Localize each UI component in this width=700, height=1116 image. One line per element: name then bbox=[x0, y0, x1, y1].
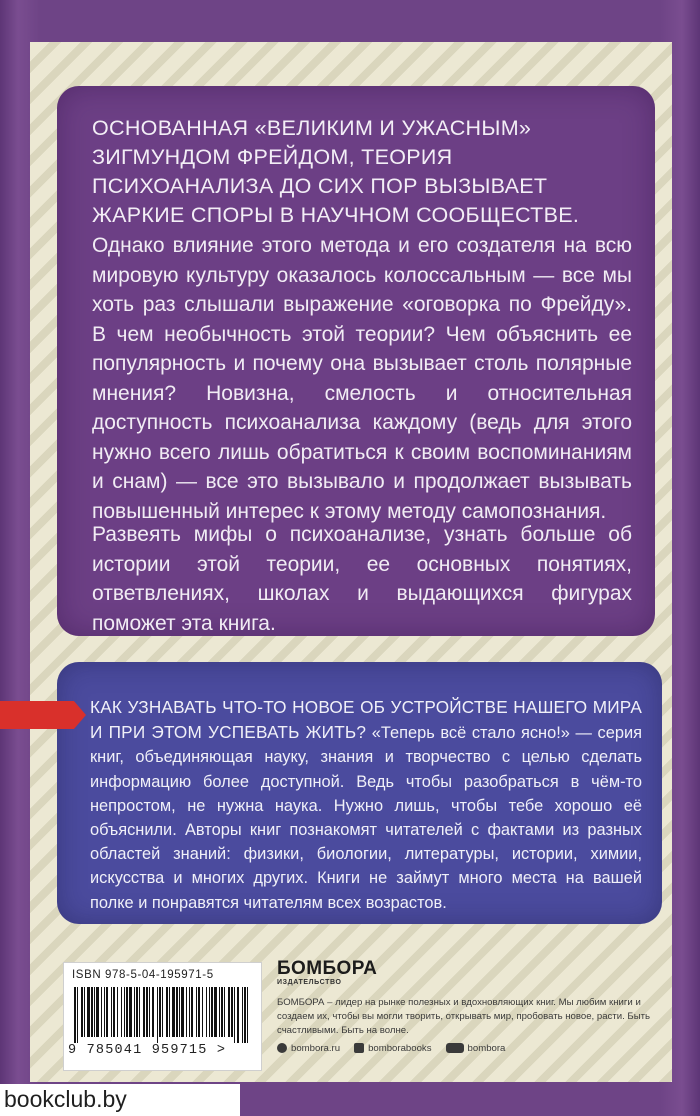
series-text bbox=[90, 695, 642, 915]
barcode-box bbox=[63, 962, 262, 1071]
lead-text: ОСНОВАННАЯ «ВЕЛИКИМ И УЖАСНЫМ» ЗИГМУНДОМ ФРЕЙДОМ, ТЕОРИЯ ПСИХОАНАЛИЗА ДО СИХ ПОР ВЫЗЫВАЕТ ЖАРКИЕ СПОРЫ В НАУЧНОМ СООБЩЕСТВЕ. bbox=[92, 116, 580, 227]
social-link-site[interactable]: bombora.ru bbox=[277, 1043, 340, 1054]
description-paragraph-1: Однако влияние этого метода и его создателя на всю мировую культуру оказалось колоссальным — все мы хоть раз слышали выражение «оговорка по Фрейду». В чем необычность этой теории? Чем объяснить ее популярность и почему она вызывает столь полярные мнения? Новизна, смелость и относительная доступность психоанализа каждому (ведь для этого нужно всего лишь обратиться к своим воспоминаниям и снам) — все это вызывало и продолжает вызывать повышенный интерес к этому методу самопознания. bbox=[92, 234, 632, 523]
video-icon bbox=[446, 1043, 464, 1053]
series-headline: КАК УЗНАВАТЬ ЧТО-ТО НОВОЕ ОБ УСТРОЙСТВЕ НАШЕГО МИРА И ПРИ ЭТОМ УСПЕВАТЬ ЖИТЬ? bbox=[90, 697, 642, 743]
social-link-video[interactable]: bombora bbox=[446, 1043, 506, 1054]
barcode-digits: 9 785041 959715 > bbox=[68, 1043, 227, 1058]
publisher-about: БОМБОРА – лидер на рынке полезных и вдохновляющих книг. Мы любим книги и создаем их, чтобы вы могли творить, открывать мир, пробовать новое, расти. Быть счастливыми. Быть на волне. bbox=[277, 997, 651, 1036]
globe-icon bbox=[277, 1043, 287, 1053]
red-marker bbox=[0, 701, 86, 729]
social-icon bbox=[354, 1043, 364, 1053]
watermark-text: bookclub.by bbox=[4, 1086, 127, 1112]
social-link-books[interactable]: bomborabooks bbox=[354, 1043, 431, 1054]
publisher-logo-subtitle: ИЗДАТЕЛЬСТВО bbox=[277, 979, 342, 986]
barcode-icon bbox=[74, 987, 250, 1043]
isbn-label: ISBN 978-5-04-195971-5 bbox=[72, 969, 214, 981]
watermark bbox=[0, 1084, 240, 1116]
publisher-logo: БОМБОРА bbox=[277, 958, 378, 979]
description-paragraph-2: Развеять мифы о психоанализе, узнать больше об истории этой теории, ее основных понятиях, ответвлениях, школах и выдающихся фигурах поможет эта книга. bbox=[92, 523, 632, 635]
social-links bbox=[277, 1041, 505, 1055]
series-description: «Теперь всё стало ясно!» — серия книг, объединяющая науку, знания и творчество с целью сделать информацию более доступной. Ведь чтобы разобраться в чём-то непростом, не нужна наука. Нужно лишь, чтобы тебе хорошо её объяснили. Авторы книг познакомят читателей с фактами из разных областей знаний: физики, биологии, литературы, истории, химии, искусства и многих других. Книги не займут много места на вашей полке и понравятся читателям всех возрастов. bbox=[90, 724, 642, 912]
